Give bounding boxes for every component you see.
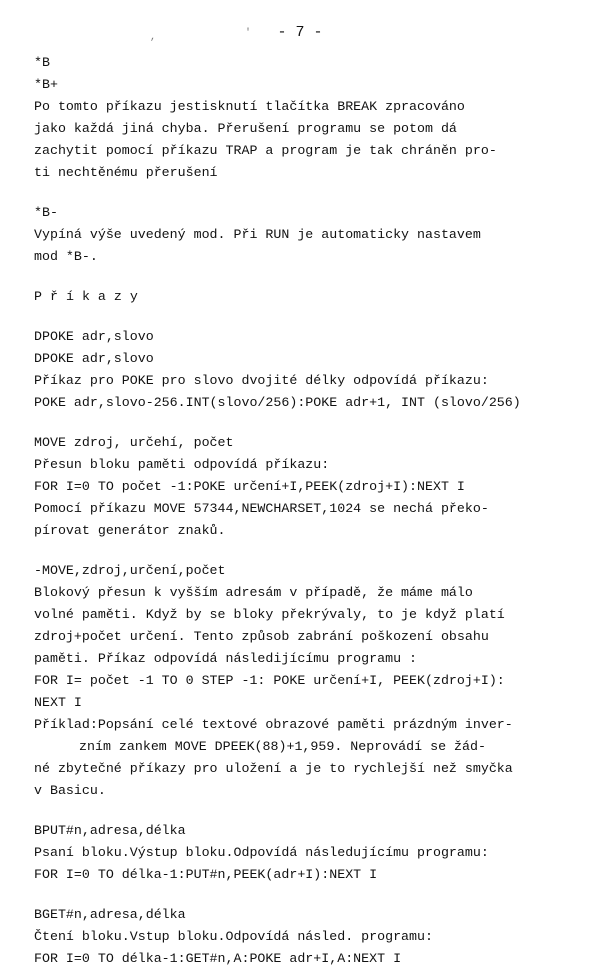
command-heading: BGET#n,adresa,délka bbox=[34, 907, 186, 922]
command-heading: -MOVE,zdroj,určení,počet bbox=[34, 563, 226, 578]
code-line: NEXT I bbox=[34, 695, 82, 710]
paragraph-gap bbox=[34, 184, 586, 202]
text-line: né zbytečné příkazy pro uložení a je to rychlejší než smyčka bbox=[34, 761, 513, 776]
text-line: Čtení bloku.Vstup bloku.Odpovídá násled. programu: bbox=[34, 929, 433, 944]
code-line: POKE adr,slovo-256.INT(slovo/256):POKE adr+1, INT (slovo/256) bbox=[34, 395, 521, 410]
paragraph-gap bbox=[34, 886, 586, 904]
scan-speck: , bbox=[150, 32, 157, 43]
text-line: Příklad:Popsání celé textové obrazové paměti prázdným inver- bbox=[34, 717, 513, 732]
code-line: FOR I=0 TO délka-1:PUT#n,PEEK(adr+I):NEXT I bbox=[34, 867, 378, 882]
text-line: zachytit pomocí příkazu TRAP a program je tak chráněn pro- bbox=[34, 143, 497, 158]
command-heading: *B- bbox=[34, 205, 58, 220]
text-line: Přesun bloku paměti odpovídá příkazu: bbox=[34, 457, 330, 472]
page-number: - 7 - bbox=[277, 24, 323, 41]
text-line: Příkaz pro POKE pro slovo dvojité délky odpovídá příkazu: bbox=[34, 373, 489, 388]
command-heading: BPUT#n,adresa,délka bbox=[34, 823, 186, 838]
command-heading: DPOKE adr,slovo bbox=[34, 329, 154, 344]
paragraph-gap bbox=[34, 308, 586, 326]
code-line: FOR I= počet -1 TO 0 STEP -1: POKE určení+I, PEEK(zdroj+I): bbox=[34, 673, 505, 688]
text-line: mod *B-. bbox=[34, 249, 98, 264]
text-line: Vypíná výše uvedený mod. Při RUN je automaticky nastavem bbox=[34, 227, 481, 242]
text-line: Po tomto příkazu jestisknutí tlačítka BREAK zpracováno bbox=[34, 99, 465, 114]
text-line: paměti. Příkaz odpovídá následijícímu programu : bbox=[34, 651, 418, 666]
command-heading: *B bbox=[34, 55, 50, 70]
document-body bbox=[34, 52, 586, 970]
text-line: pírovat generátor znaků. bbox=[34, 523, 226, 538]
text-line: zdroj+počet určení. Tento způsob zabrání poškození obsahu bbox=[34, 629, 489, 644]
command-heading: MOVE zdroj, určehí, počet bbox=[34, 435, 234, 450]
text-line: ti nechtěnému přerušení bbox=[34, 165, 218, 180]
paragraph-gap bbox=[34, 802, 586, 820]
paragraph-gap bbox=[34, 414, 586, 432]
paragraph-gap bbox=[34, 542, 586, 560]
scan-speck: ' bbox=[245, 28, 252, 39]
text-line: v Basicu. bbox=[34, 783, 106, 798]
text-line: DPOKE adr,slovo bbox=[34, 351, 154, 366]
code-line: FOR I=0 TO délka-1:GET#n,A:POKE adr+I,A:NEXT I bbox=[34, 951, 402, 966]
text-line: zním zankem MOVE DPEEK(88)+1,959. Neprovádí se žád- bbox=[79, 739, 486, 754]
command-heading: *B+ bbox=[34, 77, 58, 92]
text-line: Psaní bloku.Výstup bloku.Odpovídá následujícímu programu: bbox=[34, 845, 489, 860]
text-line: jako každá jiná chyba. Přerušení programu se potom dá bbox=[34, 121, 457, 136]
text-line: Pomocí příkazu MOVE 57344,NEWCHARSET,1024 se nechá překo- bbox=[34, 501, 489, 516]
text-line: Blokový přesun k vyšším adresám v případě, že máme málo bbox=[34, 585, 473, 600]
section-heading: Příkazy bbox=[34, 289, 146, 304]
code-line: FOR I=0 TO počet -1:POKE určení+I,PEEK(zdroj+I):NEXT I bbox=[34, 479, 465, 494]
paragraph-gap bbox=[34, 268, 586, 286]
text-line: volné paměti. Když by se bloky překrývaly, to je když platí bbox=[34, 607, 505, 622]
